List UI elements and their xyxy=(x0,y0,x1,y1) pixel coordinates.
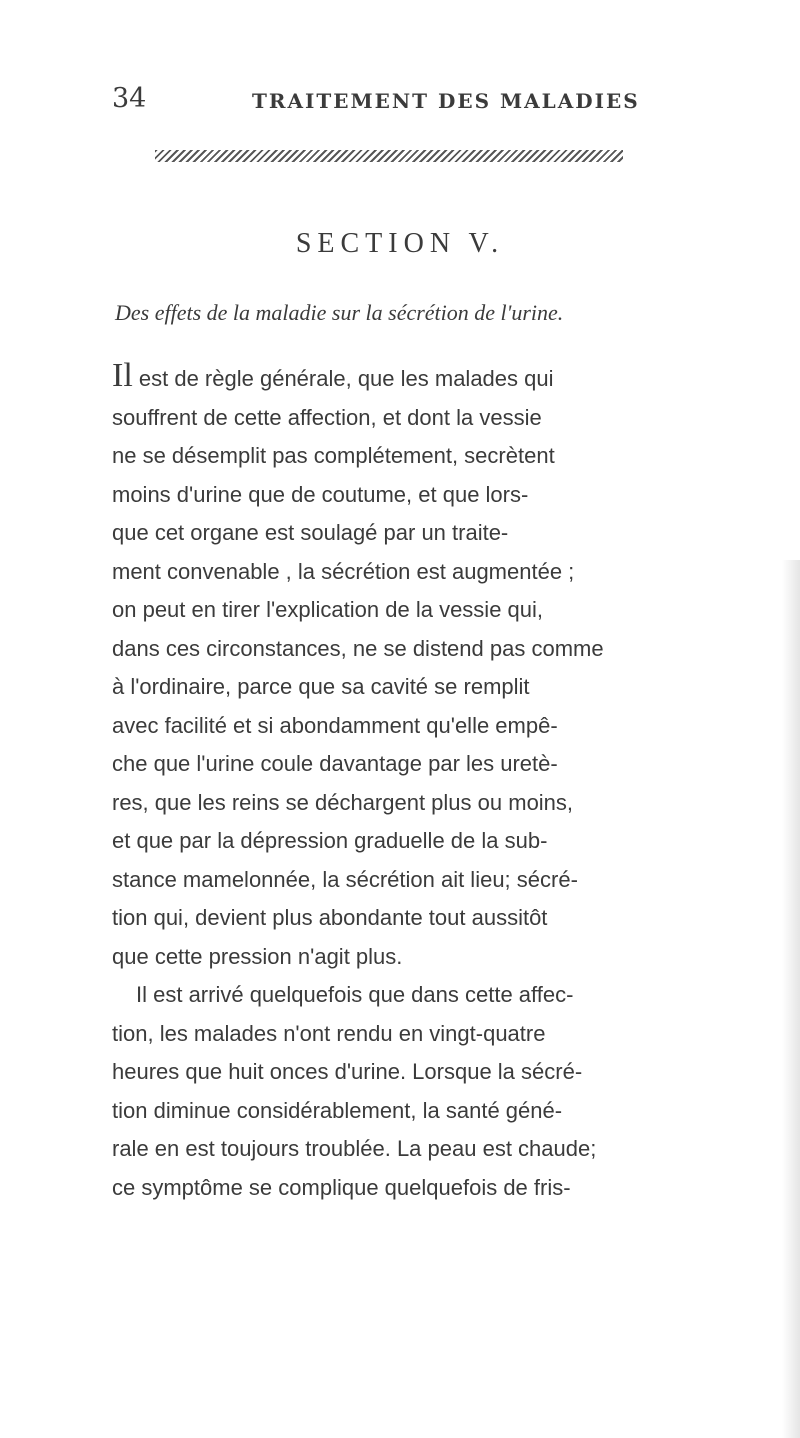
text-line-content: est de règle générale, que les malades qui xyxy=(132,366,554,391)
text-line: à l'ordinaire, parce que sa cavité se remplit xyxy=(112,674,530,699)
ornamental-rule xyxy=(155,150,623,162)
text-line: ce symptôme se complique quelquefois de fris- xyxy=(112,1174,571,1200)
text-line: rale en est toujours troublée. La peau est chaude; xyxy=(112,1136,597,1161)
body-text xyxy=(112,357,702,1207)
page-number: 34 xyxy=(112,83,147,114)
text-line xyxy=(112,357,702,399)
page-header xyxy=(112,83,708,123)
text-line: on peut en tirer l'explication de la vessie qui, xyxy=(112,597,544,622)
text-line: che que l'urine coule davantage par les uretè- xyxy=(112,751,558,776)
text-line: ne se désemplit pas complétement, secrètent xyxy=(112,443,555,468)
text-line: dans ces circonstances, ne se distend pas comme xyxy=(112,635,604,661)
text-line: et que par la dépression graduelle de la sub- xyxy=(112,828,548,853)
text-line: tion, les malades n'ont rendu en vingt-quatre xyxy=(112,1020,546,1046)
drop-cap: Il xyxy=(112,357,133,394)
text-line: avec facilité et si abondamment qu'elle empê- xyxy=(112,712,558,738)
text-line: que cet organe est soulagé par un traite- xyxy=(112,520,509,545)
text-line: heures que huit onces d'urine. Lorsque la sécré- xyxy=(112,1059,583,1084)
page-edge-shadow xyxy=(782,560,800,1438)
text-line: stance mamelonnée, la sécrétion ait lieu; sécré- xyxy=(112,866,578,892)
text-line: res, que les reins se déchargent plus ou moins, xyxy=(112,789,574,815)
section-title: SECTION V. xyxy=(295,228,505,259)
text-line: ment convenable , la sécrétion est augmentée ; xyxy=(112,558,575,584)
text-line: tion diminue considérablement, la santé géné- xyxy=(112,1097,563,1123)
text-line: moins d'urine que de coutume, et que lors- xyxy=(112,481,529,507)
paragraph-start-line: Il est arrivé quelquefois que dans cette affec- xyxy=(136,982,574,1007)
running-head: TRAITEMENT DES MALADIES xyxy=(252,89,640,113)
text-line: tion qui, devient plus abondante tout aussitôt xyxy=(112,905,548,930)
text-line: souffrent de cette affection, et dont la vessie xyxy=(112,404,542,430)
section-subtitle: Des effets de la maladie sur la sécrétion de l'urine. xyxy=(115,300,564,325)
text-line: que cette pression n'agit plus. xyxy=(112,943,403,969)
